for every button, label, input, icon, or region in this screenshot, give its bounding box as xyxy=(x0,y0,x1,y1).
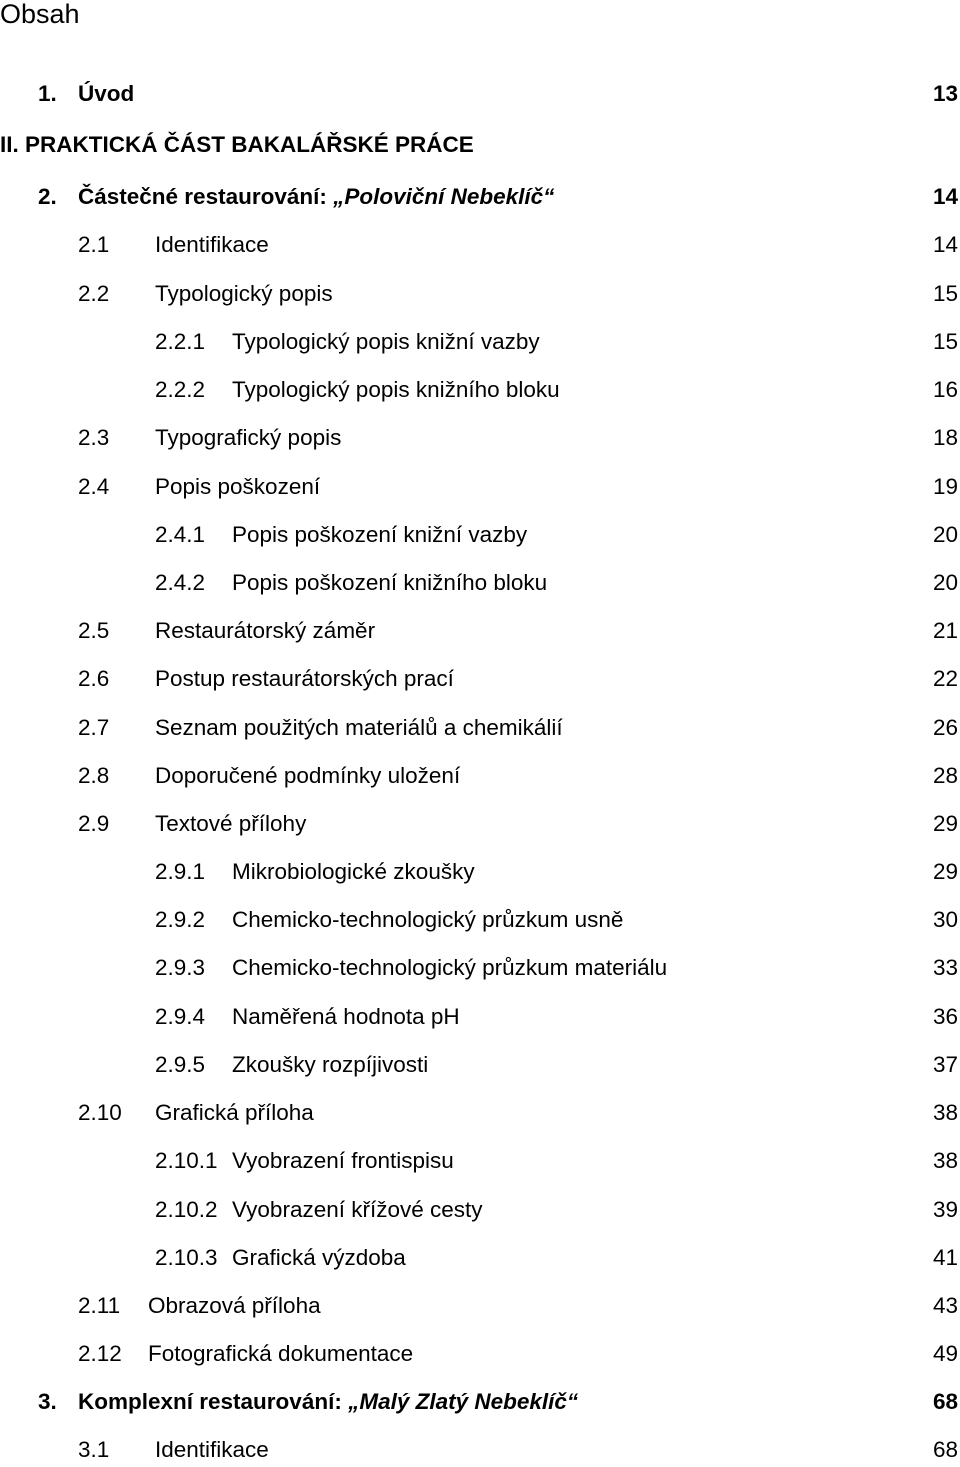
toc-page: 43 xyxy=(932,1293,958,1318)
toc-entry[interactable] xyxy=(0,1144,958,1178)
toc-title: Popis poškození knižního bloku xyxy=(232,570,548,595)
toc-page: 28 xyxy=(932,763,958,788)
toc-page: 49 xyxy=(932,1341,958,1366)
toc-title: Typologický popis knižní vazby xyxy=(232,329,540,354)
toc-page: 68 xyxy=(932,1437,958,1462)
toc-entry[interactable] xyxy=(0,518,958,552)
toc-page: 15 xyxy=(932,329,958,354)
toc-number: 2.10 xyxy=(78,1100,122,1125)
toc-page: 22 xyxy=(932,666,958,691)
toc-entry[interactable] xyxy=(0,421,958,455)
toc-title: Textové přílohy xyxy=(155,811,307,836)
toc-entry[interactable] xyxy=(0,807,958,841)
toc-title: Vyobrazení křížové cesty xyxy=(232,1197,483,1222)
toc-number: 2.9.1 xyxy=(155,859,206,884)
toc-title-emphasis: „Malý Zlatý Nebeklíč“ xyxy=(348,1389,579,1414)
toc-entry[interactable] xyxy=(0,470,958,504)
toc-number: 2.4 xyxy=(78,474,110,499)
toc-number: 2.11 xyxy=(78,1293,121,1318)
toc-title: Mikrobiologické zkoušky xyxy=(232,859,475,884)
toc-number: 2.5 xyxy=(78,618,110,643)
toc-page: 21 xyxy=(932,618,958,643)
toc-entry[interactable] xyxy=(0,1048,958,1082)
toc-entry[interactable] xyxy=(0,1433,958,1467)
toc-number: 2.3 xyxy=(78,425,110,450)
toc-number: 2.8 xyxy=(78,763,110,788)
toc-entry[interactable] xyxy=(0,903,958,937)
toc-title: Typologický popis knižního bloku xyxy=(232,377,560,402)
toc-entry[interactable] xyxy=(0,1385,958,1419)
toc-entry[interactable] xyxy=(0,855,958,889)
toc-number: 1. xyxy=(38,81,57,106)
toc-page: 19 xyxy=(932,474,958,499)
toc-title: Identifikace xyxy=(155,1437,269,1462)
toc-number: 2.2 xyxy=(78,281,110,306)
toc-number: 2.9.2 xyxy=(155,907,206,932)
toc-page: 37 xyxy=(932,1052,958,1077)
toc-number: 2. xyxy=(38,184,57,209)
toc-title: Popis poškození knižní vazby xyxy=(232,522,528,547)
toc-title: Typologický popis xyxy=(155,281,333,306)
toc-title: Chemicko-technologický průzkum materiálu xyxy=(232,955,668,980)
toc-page: 18 xyxy=(932,425,958,450)
toc-number: 2.9.3 xyxy=(155,955,206,980)
toc-title: Postup restaurátorských prací xyxy=(155,666,454,691)
toc-page: 33 xyxy=(932,955,958,980)
toc-page: 26 xyxy=(932,715,958,740)
toc-entry[interactable] xyxy=(0,711,958,745)
toc-entry[interactable] xyxy=(0,77,958,111)
toc-title: Fotografická dokumentace xyxy=(148,1341,414,1366)
toc-number: 3.1 xyxy=(78,1437,110,1462)
toc-page: 39 xyxy=(932,1197,958,1222)
toc-entry[interactable] xyxy=(0,614,958,648)
toc-entry[interactable] xyxy=(0,759,958,793)
toc-entry[interactable] xyxy=(0,1000,958,1034)
toc-title: Grafická výzdoba xyxy=(232,1245,406,1270)
toc-entry[interactable] xyxy=(0,1096,958,1130)
toc-title xyxy=(78,1385,578,1419)
toc-number: 2.12 xyxy=(78,1341,122,1366)
toc-page: 68 xyxy=(932,1389,958,1414)
toc-title: Popis poškození xyxy=(155,474,321,499)
toc-title: Identifikace xyxy=(155,232,269,257)
toc-entry[interactable] xyxy=(0,277,958,311)
toc-title: Typografický popis xyxy=(155,425,342,450)
toc-page: 30 xyxy=(932,907,958,932)
toc-page: 38 xyxy=(932,1148,958,1173)
toc-entry[interactable] xyxy=(0,1193,958,1227)
toc-title: Grafická příloha xyxy=(155,1100,314,1125)
toc-number: 2.2.1 xyxy=(155,329,206,354)
toc-title: Vyobrazení frontispisu xyxy=(232,1148,454,1173)
toc-number: 2.1 xyxy=(78,232,110,257)
toc-number: 2.10.3 xyxy=(155,1245,218,1270)
toc-page: 29 xyxy=(932,811,958,836)
toc-title-emphasis: „Poloviční Nebeklíč“ xyxy=(333,184,555,209)
toc-entry[interactable] xyxy=(0,180,958,214)
toc-number: 2.4.1 xyxy=(155,522,206,547)
toc-page: 29 xyxy=(932,859,958,884)
toc-page: 36 xyxy=(932,1004,958,1029)
toc-number: 2.4.2 xyxy=(155,570,206,595)
toc-title: Obrazová příloha xyxy=(148,1293,321,1318)
toc-number: 2.10.1 xyxy=(155,1148,218,1173)
toc-page: 14 xyxy=(932,184,958,209)
toc-number: 2.6 xyxy=(78,666,110,691)
toc-entry[interactable] xyxy=(0,1289,958,1323)
toc-title: II. PRAKTICKÁ ČÁST BAKALÁŘSKÉ PRÁCE xyxy=(0,132,474,157)
toc-entry[interactable] xyxy=(0,325,958,359)
toc-number: 2.9 xyxy=(78,811,110,836)
toc-number: 2.2.2 xyxy=(155,377,206,402)
toc-page: 20 xyxy=(932,570,958,595)
toc-entry[interactable] xyxy=(0,951,958,985)
toc-number: 2.9.4 xyxy=(155,1004,206,1029)
toc-title-prefix: Komplexní restaurování: xyxy=(78,1389,349,1414)
toc-title: Úvod xyxy=(78,81,135,106)
toc-number: 2.9.5 xyxy=(155,1052,206,1077)
toc-entry[interactable] xyxy=(0,228,958,262)
toc-part-heading xyxy=(0,128,958,162)
toc-title-prefix: Částečné restaurování: xyxy=(78,184,334,209)
toc-title: Restaurátorský záměr xyxy=(155,618,376,643)
toc-page: 14 xyxy=(932,232,958,257)
toc-title: Seznam použitých materiálů a chemikálií xyxy=(155,715,563,740)
toc-title: Doporučené podmínky uložení xyxy=(155,763,461,788)
toc-page: 15 xyxy=(932,281,958,306)
toc-page: 16 xyxy=(932,377,958,402)
toc-title: Zkoušky rozpíjivosti xyxy=(232,1052,429,1077)
toc-number: 2.10.2 xyxy=(155,1197,218,1222)
toc-page: 13 xyxy=(932,81,958,106)
toc-page: 20 xyxy=(932,522,958,547)
page-title: Obsah xyxy=(0,0,80,29)
toc-title: Naměřená hodnota pH xyxy=(232,1004,460,1029)
toc-title xyxy=(78,180,554,214)
toc-entry[interactable] xyxy=(0,566,958,600)
toc-title: Chemicko-technologický průzkum usně xyxy=(232,907,624,932)
toc-page: 38 xyxy=(932,1100,958,1125)
toc-entry[interactable] xyxy=(0,373,958,407)
toc-entry[interactable] xyxy=(0,1241,958,1275)
toc-number: 3. xyxy=(38,1389,57,1414)
toc-entry[interactable] xyxy=(0,1337,958,1371)
toc-entry[interactable] xyxy=(0,662,958,696)
toc-page: 41 xyxy=(932,1245,958,1270)
toc-number: 2.7 xyxy=(78,715,110,740)
